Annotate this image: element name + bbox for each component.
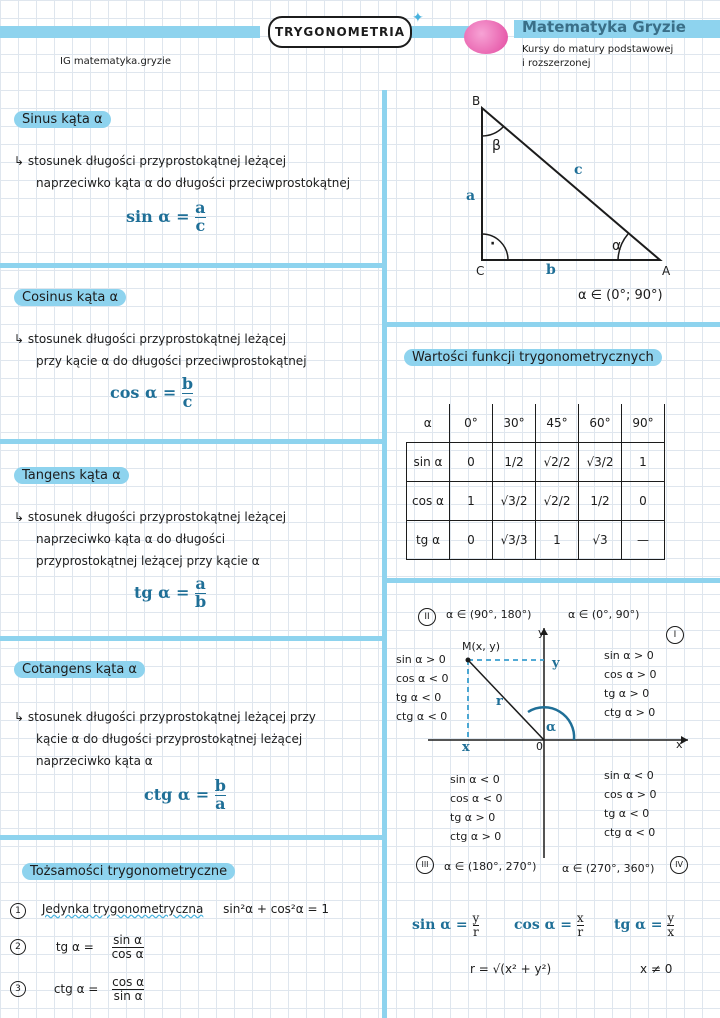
divider-tangens (0, 636, 384, 641)
side-b: b (546, 262, 556, 278)
unit-sin-formula: sin α = $\frac{y}{r}$ (412, 911, 480, 939)
brand-subtitle-2: i rozszerzonej (522, 58, 591, 69)
cotangens-heading: Cotangens kąta α (14, 662, 145, 677)
tangens-formula: tg α = $\frac{a}{b}$ (134, 574, 207, 611)
coordinate-system (388, 600, 718, 870)
cosinus-formula: cos α = $\frac{b}{c}$ (110, 374, 194, 411)
header-rule-right (410, 26, 472, 38)
table-cell: √2/2 (536, 482, 579, 521)
identity-2: 2 tg α = $\frac{\text{sin α}}{\text{cos α}}$ (10, 934, 144, 960)
table-fn-cell: tg α (407, 521, 450, 560)
quadrant-II-label: II (418, 608, 436, 626)
table-header-cell: 45° (536, 404, 579, 443)
table-header-cell: 90° (622, 404, 665, 443)
right-angle-mark: · (490, 236, 496, 252)
title-sparkle-icon: ✦ (412, 10, 424, 26)
table-cell: 1 (536, 521, 579, 560)
table-cell: 1 (450, 482, 493, 521)
table-header-cell: α (407, 404, 450, 443)
identity-3: 3 ctg α = $\frac{\text{cos α}}{\text{sin α}}$ (10, 976, 144, 1002)
cotangens-line2: kącie α do długości przyprostokątnej leżącej (36, 732, 303, 746)
identity-1 (10, 902, 329, 919)
divider-sinus (0, 263, 384, 268)
tangens-heading: Tangens kąta α (14, 468, 129, 483)
table-fn-cell: sin α (407, 443, 450, 482)
identity-2-lhs: tg α = (55, 940, 94, 955)
sinus-line1: stosunek długości przyprostokątnej leżącej (27, 154, 287, 168)
tangens-line2: naprzeciwko kąta α do długości (36, 532, 226, 546)
divider-triangle (384, 322, 720, 327)
table-cell: 0 (450, 443, 493, 482)
divider-table (384, 578, 720, 583)
number-2-icon: 2 (10, 939, 26, 955)
divider-cosinus (0, 439, 384, 444)
quadrant-I-signs: sin α > 0 cos α > 0 tg α > 0 ctg α > 0 (604, 649, 657, 719)
quadrant-II-range: α ∈ (90°, 180°) (446, 608, 532, 621)
quadrant-IV-signs: sin α < 0 cos α > 0 tg α < 0 ctg α < 0 (604, 769, 657, 839)
brain-logo-icon (464, 20, 508, 54)
table-cell: 0 (622, 482, 665, 521)
table-cell: 1/2 (493, 443, 536, 482)
table-cell: 1/2 (579, 482, 622, 521)
identity-1-label: Jedynka trygonometryczna (41, 902, 204, 916)
vertex-A: A (662, 264, 671, 278)
brand-subtitle-1: Kursy do matury podstawowej (522, 44, 674, 55)
alpha-range: α ∈ (0°; 90°) (578, 288, 663, 303)
quadrant-I-label: I (666, 626, 684, 644)
table-header-cell: 30° (493, 404, 536, 443)
cotangens-line1: stosunek długości przyprostokątnej leżącej przy (27, 710, 316, 724)
right-triangle-diagram (388, 88, 718, 318)
identities-heading: Tożsamości trygonometryczne (22, 864, 235, 879)
x-segment-label: x (462, 740, 470, 755)
vertex-C: C (476, 264, 485, 278)
tangens-line1: stosunek długości przyprostokątnej leżącej (27, 510, 287, 524)
side-c: c (574, 162, 583, 178)
x-condition: x ≠ 0 (640, 962, 673, 976)
identity-3-lhs: ctg α = (53, 982, 99, 997)
cosinus-description (14, 328, 374, 372)
sinus-formula: sin α = $\frac{a}{c}$ (126, 198, 206, 235)
vertical-divider (382, 90, 387, 1018)
table-header-cell: 0° (450, 404, 493, 443)
y-axis-label: y (538, 626, 545, 639)
brand-name: Matematyka Gryzie (522, 18, 686, 36)
arrow-icon: ↳ (14, 332, 25, 346)
sinus-line2: naprzeciwko kąta α do długości przeciwprostokątnej (36, 176, 351, 190)
table-header-row (407, 404, 665, 443)
header-rule-left (0, 26, 260, 38)
vertex-B: B (472, 94, 481, 108)
table-cell: √3 (579, 521, 622, 560)
tangens-line3: przyprostokątnej leżącej przy kącie α (36, 554, 260, 568)
table-heading: Wartości funkcji trygonometrycznych (404, 350, 662, 365)
table-cell: — (622, 521, 665, 560)
table-cell: √3/2 (579, 443, 622, 482)
angle-alpha-unit: α (546, 720, 557, 735)
y-segment-label: y (552, 656, 560, 671)
cosinus-heading: Cosinus kąta α (14, 290, 126, 305)
unit-cos-formula: cos α = $\frac{x}{r}$ (514, 911, 584, 939)
quadrant-II-signs: sin α > 0 cos α < 0 tg α < 0 ctg α < 0 (396, 653, 449, 723)
quadrant-III-label: III (416, 856, 434, 874)
divider-cotangens (0, 835, 384, 840)
arrow-icon: ↳ (14, 510, 25, 524)
cotangens-line3: naprzeciwko kąta α (36, 754, 153, 768)
r-segment-label: r (496, 694, 503, 709)
cotangens-description (14, 706, 374, 772)
side-a: a (466, 188, 476, 204)
x-axis-label: x (676, 738, 683, 751)
unit-tg-formula: tg α = $\frac{y}{x}$ (614, 911, 675, 939)
quadrant-III-signs: sin α < 0 cos α < 0 tg α > 0 ctg α > 0 (450, 773, 503, 843)
table-row (407, 443, 665, 482)
values-table (406, 404, 665, 560)
radius-formula: r = √(x² + y²) (470, 962, 552, 976)
cosinus-line1: stosunek długości przyprostokątnej leżącej (27, 332, 287, 346)
table-cell: 0 (450, 521, 493, 560)
tangens-description (14, 506, 374, 572)
origin-label: 0 (536, 740, 543, 753)
table-cell: √3/2 (493, 482, 536, 521)
angle-alpha: α (612, 238, 622, 254)
identity-1-formula: sin²α + cos²α = 1 (223, 902, 329, 916)
table-cell: √2/2 (536, 443, 579, 482)
sinus-description (14, 150, 374, 194)
angle-beta: β (492, 138, 501, 154)
quadrant-III-range: α ∈ (180°, 270°) (444, 860, 537, 873)
number-1-icon: 1 (10, 903, 26, 919)
table-header-cell: 60° (579, 404, 622, 443)
quadrant-IV-range: α ∈ (270°, 360°) (562, 862, 655, 875)
quadrant-IV-label: IV (670, 856, 688, 874)
arrow-icon: ↳ (14, 154, 25, 168)
table-fn-cell: cos α (407, 482, 450, 521)
table-row (407, 521, 665, 560)
point-M: M(x, y) (462, 640, 501, 653)
table-cell: 1 (622, 443, 665, 482)
quadrant-I-range: α ∈ (0°, 90°) (568, 608, 640, 621)
instagram-handle: IG matematyka.gryzie (60, 56, 172, 67)
sinus-heading: Sinus kąta α (14, 112, 111, 127)
table-cell: √3/3 (493, 521, 536, 560)
cotangens-formula: ctg α = $\frac{b}{a}$ (144, 776, 226, 813)
table-row (407, 482, 665, 521)
number-3-icon: 3 (10, 981, 26, 997)
arrow-icon: ↳ (14, 710, 25, 724)
cosinus-line2: przy kącie α do długości przeciwprostokątnej (36, 354, 307, 368)
page-title: TRYGONOMETRIA (268, 16, 412, 48)
